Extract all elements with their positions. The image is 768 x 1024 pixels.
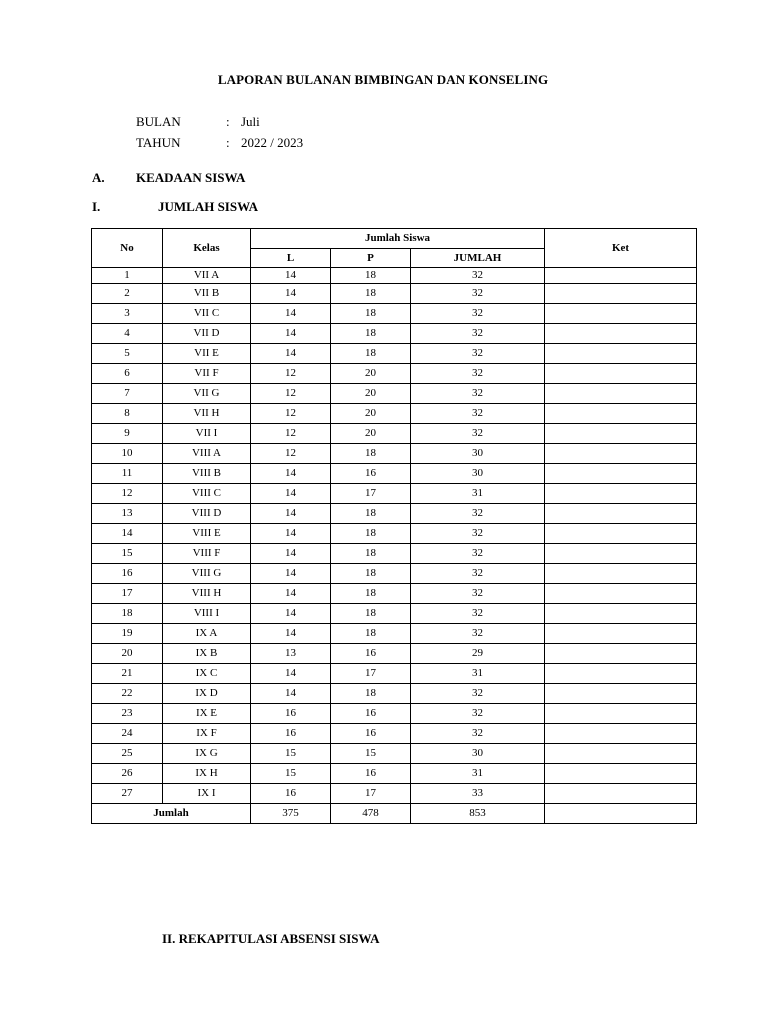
- cell-kelas: IX I: [163, 784, 251, 804]
- cell-ket: [545, 284, 697, 304]
- cell-l: 12: [251, 384, 331, 404]
- cell-p: 16: [331, 764, 411, 784]
- total-p: 478: [331, 804, 411, 824]
- header-jumlah: JUMLAH: [411, 249, 545, 268]
- cell-jumlah: 31: [411, 664, 545, 684]
- cell-no: 5: [92, 344, 163, 364]
- cell-ket: [545, 584, 697, 604]
- cell-kelas: VIII A: [163, 444, 251, 464]
- table-row: [92, 684, 697, 704]
- table-row: [92, 544, 697, 564]
- cell-ket: [545, 564, 697, 584]
- cell-kelas: VIII B: [163, 464, 251, 484]
- cell-p: 20: [331, 424, 411, 444]
- cell-jumlah: 32: [411, 624, 545, 644]
- cell-ket: [545, 784, 697, 804]
- cell-p: 18: [331, 524, 411, 544]
- cell-kelas: IX C: [163, 664, 251, 684]
- cell-no: 4: [92, 324, 163, 344]
- cell-ket: [545, 304, 697, 324]
- cell-jumlah: 32: [411, 544, 545, 564]
- cell-l: 14: [251, 624, 331, 644]
- cell-no: 22: [92, 684, 163, 704]
- cell-no: 13: [92, 504, 163, 524]
- cell-p: 16: [331, 724, 411, 744]
- section-a-marker: A.: [92, 170, 105, 185]
- header-p: P: [331, 249, 411, 268]
- cell-l: 13: [251, 644, 331, 664]
- cell-ket: [545, 384, 697, 404]
- cell-no: 27: [92, 784, 163, 804]
- cell-no: 21: [92, 664, 163, 684]
- cell-no: 7: [92, 384, 163, 404]
- cell-l: 14: [251, 284, 331, 304]
- section-i-title: JUMLAH SISWA: [158, 199, 259, 214]
- table-row: [92, 784, 697, 804]
- cell-kelas: VII D: [163, 324, 251, 344]
- table-row: [92, 624, 697, 644]
- cell-kelas: IX B: [163, 644, 251, 664]
- cell-no: 11: [92, 464, 163, 484]
- cell-no: 12: [92, 484, 163, 504]
- cell-p: 17: [331, 784, 411, 804]
- cell-p: 15: [331, 744, 411, 764]
- cell-jumlah: 32: [411, 504, 545, 524]
- cell-kelas: IX F: [163, 724, 251, 744]
- total-ket: [545, 804, 697, 824]
- cell-l: 14: [251, 324, 331, 344]
- table-row: [92, 444, 697, 464]
- table-row: [92, 384, 697, 404]
- cell-jumlah: 29: [411, 644, 545, 664]
- cell-kelas: VII F: [163, 364, 251, 384]
- table-row: [92, 364, 697, 384]
- cell-kelas: VIII E: [163, 524, 251, 544]
- cell-no: 14: [92, 524, 163, 544]
- header-ket: Ket: [545, 229, 697, 268]
- cell-l: 12: [251, 404, 331, 424]
- cell-jumlah: 32: [411, 524, 545, 544]
- bulan-colon: :: [226, 114, 230, 129]
- cell-p: 16: [331, 704, 411, 724]
- cell-p: 17: [331, 484, 411, 504]
- cell-p: 17: [331, 664, 411, 684]
- cell-l: 14: [251, 504, 331, 524]
- cell-ket: [545, 704, 697, 724]
- cell-p: 18: [331, 584, 411, 604]
- cell-kelas: VII H: [163, 404, 251, 424]
- cell-kelas: VIII D: [163, 504, 251, 524]
- cell-kelas: VIII H: [163, 584, 251, 604]
- cell-kelas: IX D: [163, 684, 251, 704]
- cell-no: 16: [92, 564, 163, 584]
- cell-p: 18: [331, 268, 411, 284]
- cell-no: 18: [92, 604, 163, 624]
- cell-no: 1: [92, 268, 163, 284]
- cell-kelas: VIII G: [163, 564, 251, 584]
- cell-p: 18: [331, 344, 411, 364]
- cell-jumlah: 30: [411, 444, 545, 464]
- cell-l: 14: [251, 604, 331, 624]
- bulan-label: BULAN: [136, 114, 181, 129]
- cell-l: 12: [251, 444, 331, 464]
- cell-l: 14: [251, 564, 331, 584]
- cell-jumlah: 32: [411, 424, 545, 444]
- cell-jumlah: 32: [411, 384, 545, 404]
- cell-no: 24: [92, 724, 163, 744]
- cell-kelas: VIII C: [163, 484, 251, 504]
- section-a-title: KEADAAN SISWA: [136, 170, 246, 185]
- cell-ket: [545, 604, 697, 624]
- cell-p: 20: [331, 384, 411, 404]
- cell-p: 18: [331, 444, 411, 464]
- table-row: [92, 424, 697, 444]
- cell-p: 16: [331, 644, 411, 664]
- cell-ket: [545, 484, 697, 504]
- cell-l: 14: [251, 524, 331, 544]
- cell-p: 18: [331, 624, 411, 644]
- table-row: [92, 404, 697, 424]
- table-row: [92, 324, 697, 344]
- total-jumlah: 853: [411, 804, 545, 824]
- cell-ket: [545, 268, 697, 284]
- cell-no: 9: [92, 424, 163, 444]
- section-i-marker: I.: [92, 199, 101, 214]
- report-title: LAPORAN BULANAN BIMBINGAN DAN KONSELING: [217, 72, 549, 87]
- cell-l: 14: [251, 344, 331, 364]
- tahun-value: 2022 / 2023: [241, 135, 304, 150]
- cell-no: 23: [92, 704, 163, 724]
- cell-ket: [545, 424, 697, 444]
- cell-jumlah: 33: [411, 784, 545, 804]
- table-row: [92, 664, 697, 684]
- table-row: [92, 268, 697, 284]
- cell-ket: [545, 404, 697, 424]
- cell-no: 3: [92, 304, 163, 324]
- table-row: [92, 464, 697, 484]
- cell-jumlah: 32: [411, 344, 545, 364]
- cell-ket: [545, 344, 697, 364]
- table-row: [92, 344, 697, 364]
- cell-l: 16: [251, 704, 331, 724]
- cell-ket: [545, 524, 697, 544]
- cell-l: 16: [251, 724, 331, 744]
- table-row: [92, 764, 697, 784]
- cell-l: 14: [251, 684, 331, 704]
- cell-ket: [545, 324, 697, 344]
- cell-kelas: IX G: [163, 744, 251, 764]
- cell-no: 8: [92, 404, 163, 424]
- cell-no: 17: [92, 584, 163, 604]
- tahun-label: TAHUN: [136, 135, 181, 150]
- table-row: [92, 584, 697, 604]
- total-l: 375: [251, 804, 331, 824]
- table-row: [92, 604, 697, 624]
- table-row: [92, 724, 697, 744]
- cell-l: 14: [251, 268, 331, 284]
- cell-l: 15: [251, 744, 331, 764]
- header-jumlah-siswa: Jumlah Siswa: [251, 229, 545, 249]
- cell-ket: [545, 364, 697, 384]
- cell-jumlah: 32: [411, 724, 545, 744]
- cell-kelas: VII E: [163, 344, 251, 364]
- cell-p: 16: [331, 464, 411, 484]
- cell-kelas: VII I: [163, 424, 251, 444]
- cell-l: 14: [251, 304, 331, 324]
- cell-no: 10: [92, 444, 163, 464]
- cell-no: 20: [92, 644, 163, 664]
- cell-kelas: IX E: [163, 704, 251, 724]
- cell-p: 18: [331, 304, 411, 324]
- cell-jumlah: 30: [411, 464, 545, 484]
- cell-kelas: IX A: [163, 624, 251, 644]
- cell-p: 18: [331, 564, 411, 584]
- cell-kelas: VII C: [163, 304, 251, 324]
- table-row: [92, 484, 697, 504]
- cell-jumlah: 32: [411, 304, 545, 324]
- cell-kelas: VII G: [163, 384, 251, 404]
- cell-jumlah: 31: [411, 764, 545, 784]
- header-no: No: [92, 229, 163, 268]
- cell-p: 18: [331, 604, 411, 624]
- cell-no: 19: [92, 624, 163, 644]
- jumlah-siswa-table: [91, 228, 697, 824]
- cell-l: 15: [251, 764, 331, 784]
- cell-no: 15: [92, 544, 163, 564]
- table-row: [92, 524, 697, 544]
- cell-no: 2: [92, 284, 163, 304]
- cell-p: 18: [331, 324, 411, 344]
- cell-l: 14: [251, 544, 331, 564]
- cell-jumlah: 32: [411, 284, 545, 304]
- cell-l: 16: [251, 784, 331, 804]
- cell-l: 14: [251, 464, 331, 484]
- cell-ket: [545, 544, 697, 564]
- table-row: [92, 564, 697, 584]
- cell-ket: [545, 644, 697, 664]
- cell-no: 26: [92, 764, 163, 784]
- cell-ket: [545, 764, 697, 784]
- cell-jumlah: 32: [411, 268, 545, 284]
- cell-jumlah: 32: [411, 404, 545, 424]
- cell-l: 14: [251, 584, 331, 604]
- cell-ket: [545, 624, 697, 644]
- cell-l: 14: [251, 484, 331, 504]
- cell-jumlah: 32: [411, 584, 545, 604]
- cell-jumlah: 32: [411, 684, 545, 704]
- cell-ket: [545, 504, 697, 524]
- cell-jumlah: 30: [411, 744, 545, 764]
- cell-p: 20: [331, 404, 411, 424]
- header-l: L: [251, 249, 331, 268]
- cell-no: 25: [92, 744, 163, 764]
- section-ii-title: II. REKAPITULASI ABSENSI SISWA: [162, 931, 380, 946]
- cell-ket: [545, 444, 697, 464]
- cell-kelas: VIII I: [163, 604, 251, 624]
- total-row: [92, 804, 697, 824]
- cell-kelas: VII A: [163, 268, 251, 284]
- cell-p: 20: [331, 364, 411, 384]
- table-row: [92, 704, 697, 724]
- cell-l: 14: [251, 664, 331, 684]
- cell-jumlah: 32: [411, 704, 545, 724]
- cell-l: 12: [251, 424, 331, 444]
- header-kelas: Kelas: [163, 229, 251, 268]
- table-row: [92, 744, 697, 764]
- cell-kelas: VII B: [163, 284, 251, 304]
- tahun-colon: :: [226, 135, 230, 150]
- cell-jumlah: 31: [411, 484, 545, 504]
- cell-jumlah: 32: [411, 364, 545, 384]
- table-row: [92, 644, 697, 664]
- cell-p: 18: [331, 284, 411, 304]
- cell-jumlah: 32: [411, 604, 545, 624]
- table-row: [92, 504, 697, 524]
- cell-no: 6: [92, 364, 163, 384]
- cell-jumlah: 32: [411, 324, 545, 344]
- table-row: [92, 284, 697, 304]
- cell-ket: [545, 464, 697, 484]
- cell-l: 12: [251, 364, 331, 384]
- bulan-value: Juli: [241, 114, 260, 129]
- cell-ket: [545, 744, 697, 764]
- cell-p: 18: [331, 544, 411, 564]
- cell-ket: [545, 724, 697, 744]
- cell-ket: [545, 684, 697, 704]
- table-row: [92, 304, 697, 324]
- cell-jumlah: 32: [411, 564, 545, 584]
- cell-ket: [545, 664, 697, 684]
- table-body: [92, 268, 697, 804]
- cell-p: 18: [331, 504, 411, 524]
- cell-kelas: VIII F: [163, 544, 251, 564]
- total-label: Jumlah: [92, 804, 251, 824]
- cell-p: 18: [331, 684, 411, 704]
- cell-kelas: IX H: [163, 764, 251, 784]
